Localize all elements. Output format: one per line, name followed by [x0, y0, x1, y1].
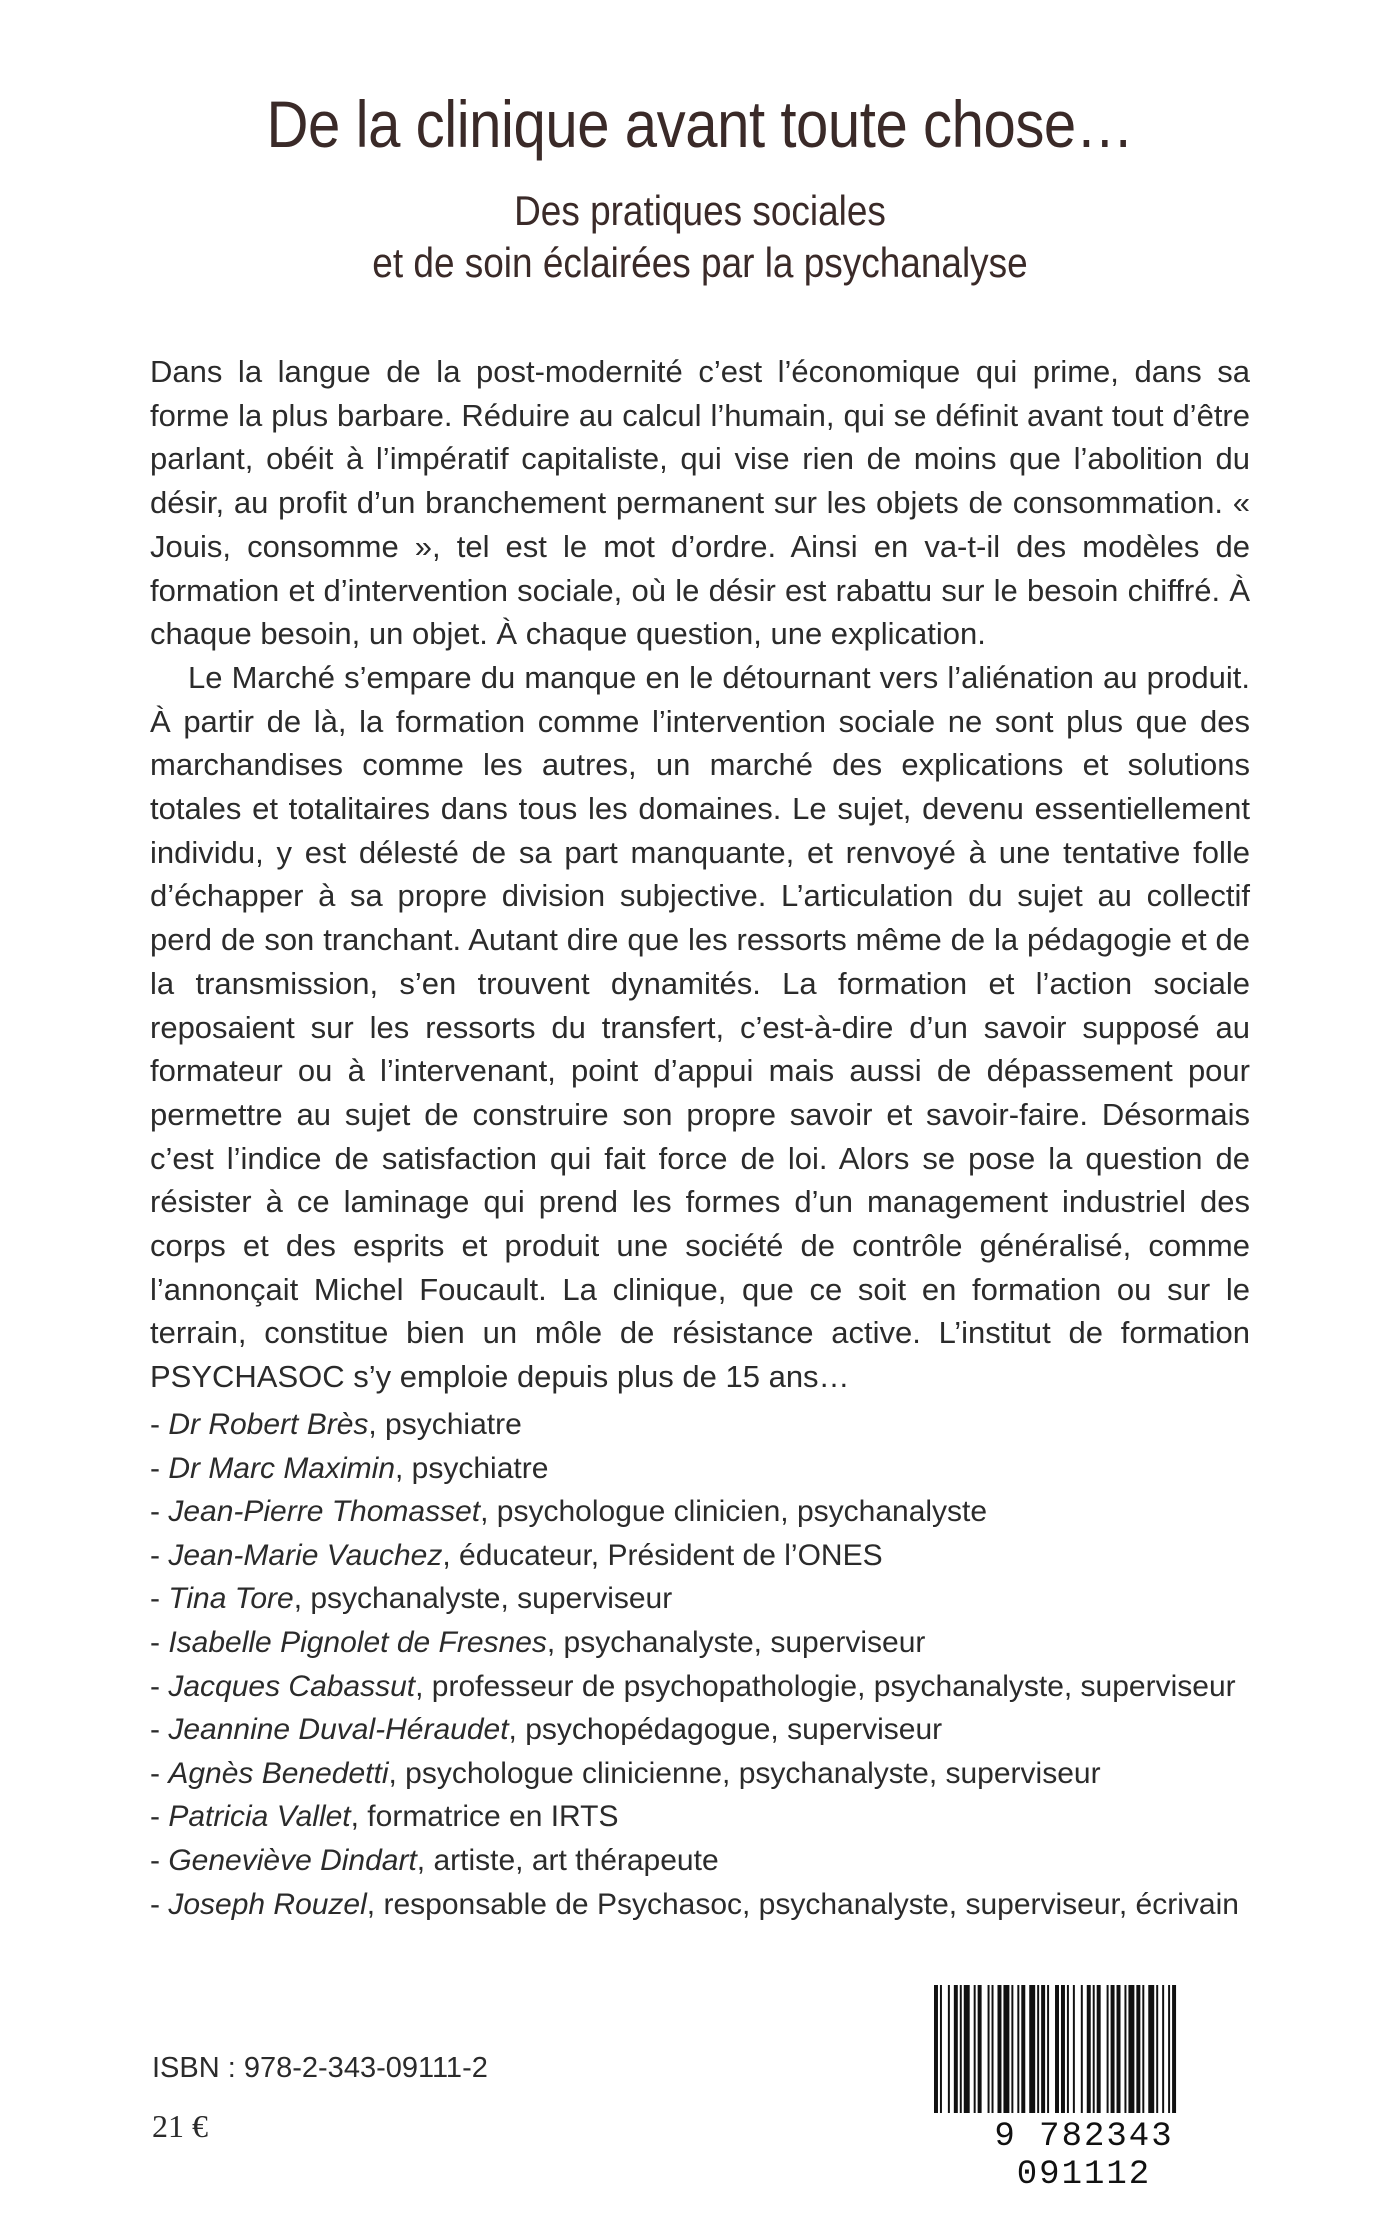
contributor-role: , formatrice en IRTS	[350, 1800, 619, 1834]
contributor-name: Jacques Cabassut	[168, 1669, 416, 1703]
barcode-digits: 9 782343 091112	[994, 2118, 1174, 2194]
contributor-role: , professeur de psychopathologie, psychanalyste, superviseur	[415, 1669, 1236, 1703]
list-item: - Patricia Vallet, formatrice en IRTS	[150, 1800, 619, 1834]
contributor-name: Tina Tore	[168, 1582, 294, 1616]
blurb-paragraph-1: Dans la langue de la post-modernité c’est l’économique qui prime, dans sa forme la plus barbare. Réduire au calcul l’humain, qui se définit avant tout d’être parlant, obéit à l’impératif capitaliste, qui vise rien de moins que l’abolition du désir, au profit d’un branchement permanent sur les objets de consommation. « Jouis, consomme », tel est le mot d’ordre. Ainsi en va-t-il des modèles de formation et d’intervention sociale, où le désir est rabattu sur le besoin chiffré. À chaque besoin, un objet. À chaque question, une explication.	[150, 354, 1250, 652]
contributor-role: , psychiatre	[395, 1451, 549, 1485]
list-item: - Jacques Cabassut, professeur de psychopathologie, psychanalyste, superviseur	[150, 1669, 1236, 1703]
contributor-role: , psychologue clinicien, psychanalyste	[480, 1495, 988, 1529]
contributor-role: , éducateur, Président de l’ONES	[442, 1538, 883, 1572]
contributor-name: Patricia Vallet	[168, 1800, 351, 1834]
contributor-name: Jeannine Duval-Héraudet	[168, 1713, 509, 1747]
contributor-role: , psychopédagogue, superviseur	[508, 1713, 943, 1747]
contributor-name: Dr Robert Brès	[168, 1408, 369, 1441]
contributor-list	[150, 1403, 1270, 1926]
contributor-name: Isabelle Pignolet de Fresnes	[168, 1625, 547, 1659]
contributor-name: Geneviève Dindart	[168, 1843, 417, 1877]
list-item: - Tina Tore, psychanalyste, superviseur	[150, 1582, 673, 1616]
price-label: 21 €	[152, 2108, 208, 2144]
contributor-name: Joseph Rouzel	[168, 1887, 367, 1921]
list-item: - Jean-Pierre Thomasset, psychologue clinicien, psychanalyste	[150, 1495, 988, 1529]
list-item: - Dr Marc Maximin, psychiatre	[150, 1451, 549, 1485]
contributor-name: Dr Marc Maximin	[168, 1451, 395, 1485]
isbn-label: ISBN : 978-2-343-09111-2	[152, 2052, 488, 2084]
contributor-role: , psychanalyste, superviseur	[293, 1582, 673, 1616]
contributor-name: Agnès Benedetti	[168, 1756, 389, 1790]
contributor-role: , artiste, art thérapeute	[416, 1843, 719, 1877]
list-item: - Dr Robert Brès, psychiatre	[150, 1408, 522, 1441]
blurb	[150, 350, 1250, 1399]
contributor-name: Jean-Marie Vauchez	[168, 1538, 443, 1572]
contributor-role: , responsable de Psychasoc, psychanalyste, superviseur, écrivain	[366, 1887, 1239, 1921]
book-title: De la clinique avant toute chose…	[266, 87, 1134, 161]
contributor-role: , psychanalyste, superviseur	[546, 1625, 926, 1659]
book-subtitle	[84, 185, 1316, 289]
contributor-role: , psychologue clinicienne, psychanalyste, superviseur	[388, 1756, 1101, 1790]
list-item: - Jeannine Duval-Héraudet, psychopédagogue, superviseur	[150, 1713, 943, 1747]
subtitle-line-1: Des pratiques sociales	[514, 187, 886, 234]
list-item: - Joseph Rouzel, responsable de Psychasoc, psychanalyste, superviseur, écrivain	[150, 1887, 1239, 1921]
list-item: - Isabelle Pignolet de Fresnes, psychanalyste, superviseur	[150, 1625, 926, 1659]
subtitle-line-2: et de soin éclairées par la psychanalyse	[372, 239, 1028, 286]
list-item: - Geneviève Dindart, artiste, art thérapeute	[150, 1843, 719, 1877]
list-item: - Agnès Benedetti, psychologue clinicienne, psychanalyste, superviseur	[150, 1756, 1101, 1790]
contributor-name: Jean-Pierre Thomasset	[168, 1495, 481, 1529]
list-item: - Jean-Marie Vauchez, éducateur, Président de l’ONES	[150, 1538, 883, 1572]
blurb-paragraph-2: Le Marché s’empare du manque en le détournant vers l’aliénation au produit. À partir de là, la formation comme l’intervention sociale ne sont plus que des marchandises comme les autres, un marché des explications et solutions totales et totalitaires dans tous les domaines. Le sujet, devenu essentiellement individu, y est délesté de sa part manquante, et renvoyé à une tentative folle d’échapper à sa propre division subjective. L’articulation du sujet au collectif perd de son tranchant. Autant dire que les ressorts même de la pédagogie et de la transmission, s’en trouvent dynamités. La formation et l’action sociale reposaient sur les ressorts du transfert, c’est-à-dire d’un savoir supposé au formateur ou à l’intervenant, point d’appui mais aussi de dépassement pour permettre au sujet de construire son propre savoir et savoir-faire. Désormais c’est l’indice de satisfaction qui fait force de loi. Alors se pose la question de résister à ce laminage qui prend les formes d’un management industriel des corps et des esprits et produit une société de contrôle généralisé, comme l’annonçait Michel Foucault. La clinique, que ce soit en formation ou sur le terrain, constitue bien un môle de résistance active. L’institut de formation PSYCHASOC s’y emploie depuis plus de 15 ans…	[150, 659, 1250, 1395]
contributor-role: , psychiatre	[368, 1408, 522, 1441]
